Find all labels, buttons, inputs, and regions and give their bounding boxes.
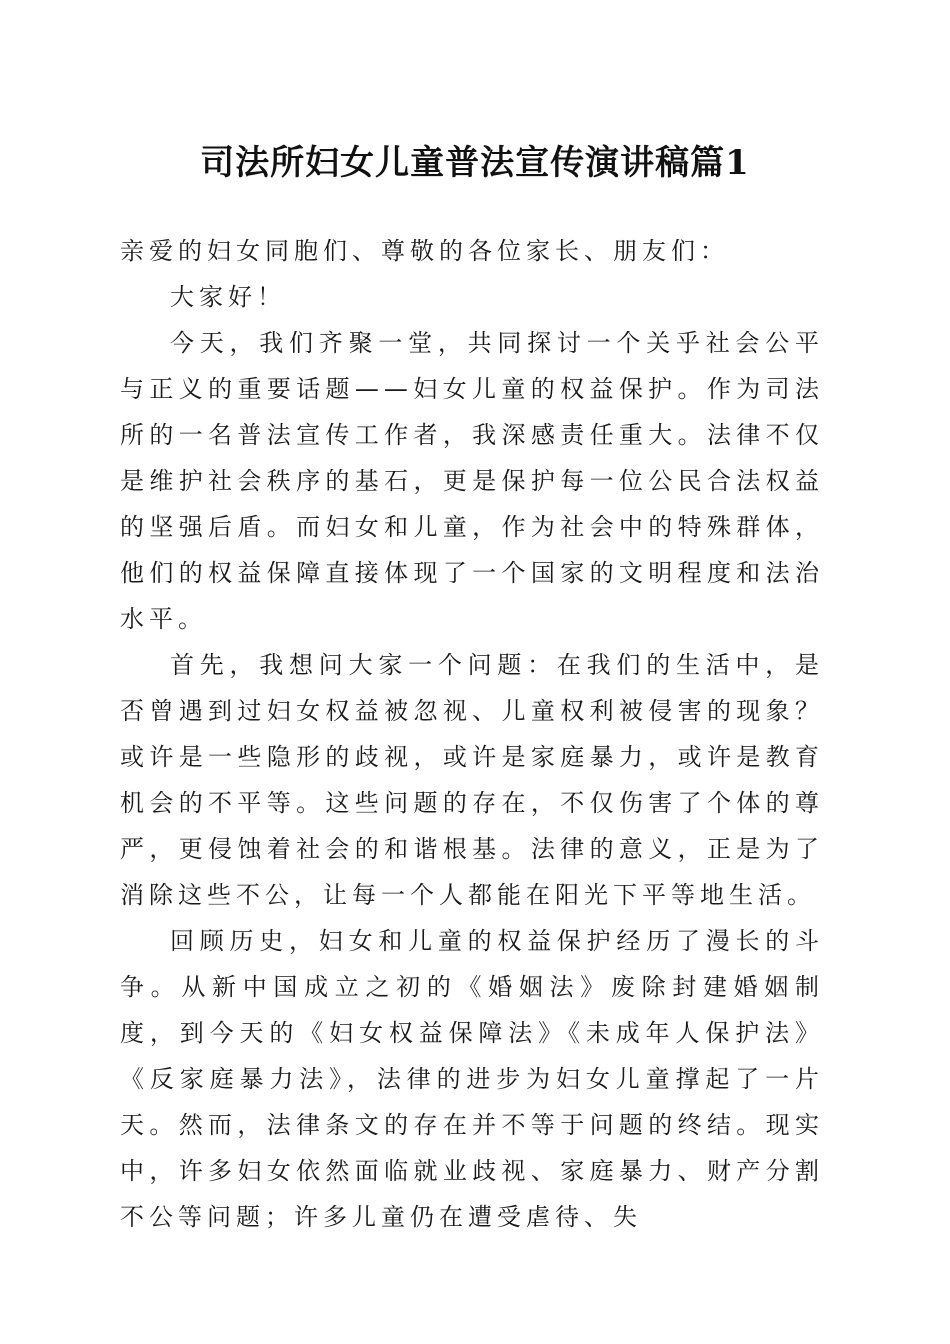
document-body [120,228,824,1240]
greeting: 大家好！ [170,283,286,311]
salutation: 亲爱的妇女同胞们、尊敬的各位家长、朋友们： [120,237,729,265]
paragraph-2: 首先，我想问大家一个问题：在我们的生活中，是否曾遇到过妇女权益被忽视、儿童权利被侵害的现象？或许是一些隐形的歧视，或许是家庭暴力，或许是教育机会的不平等。这些问题的存在，不仅伤害了个体的尊严，更侵蚀着社会的和谐根基。法律的意义，正是为了消除这些不公，让每一个人都能在阳光下平等地生活。 [120,651,824,909]
document-title: 司法所妇女儿童普法宣传演讲稿篇1 [200,143,750,183]
paragraph-3: 回顾历史，妇女和儿童的权益保护经历了漫长的斗争。从新中国成立之初的《婚姻法》废除封建婚姻制度，到今天的《妇女权益保障法》《未成年人保护法》《反家庭暴力法》，法律的进步为妇女儿童撑起了一片天。然而，法律条文的存在并不等于问题的终结。现实中，许多妇女依然面临就业歧视、家庭暴力、财产分割不公等问题；许多儿童仍在遭受虐待、失 [120,927,824,1231]
paragraph-1: 今天，我们齐聚一堂，共同探讨一个关乎社会公平与正义的重要话题——妇女儿童的权益保护。作为司法所的一名普法宣传工作者，我深感责任重大。法律不仅是维护社会秩序的基石，更是保护每一位公民合法权益的坚强后盾。而妇女和儿童，作为社会中的特殊群体，他们的权益保障直接体现了一个国家的文明程度和法治水平。 [120,329,824,633]
